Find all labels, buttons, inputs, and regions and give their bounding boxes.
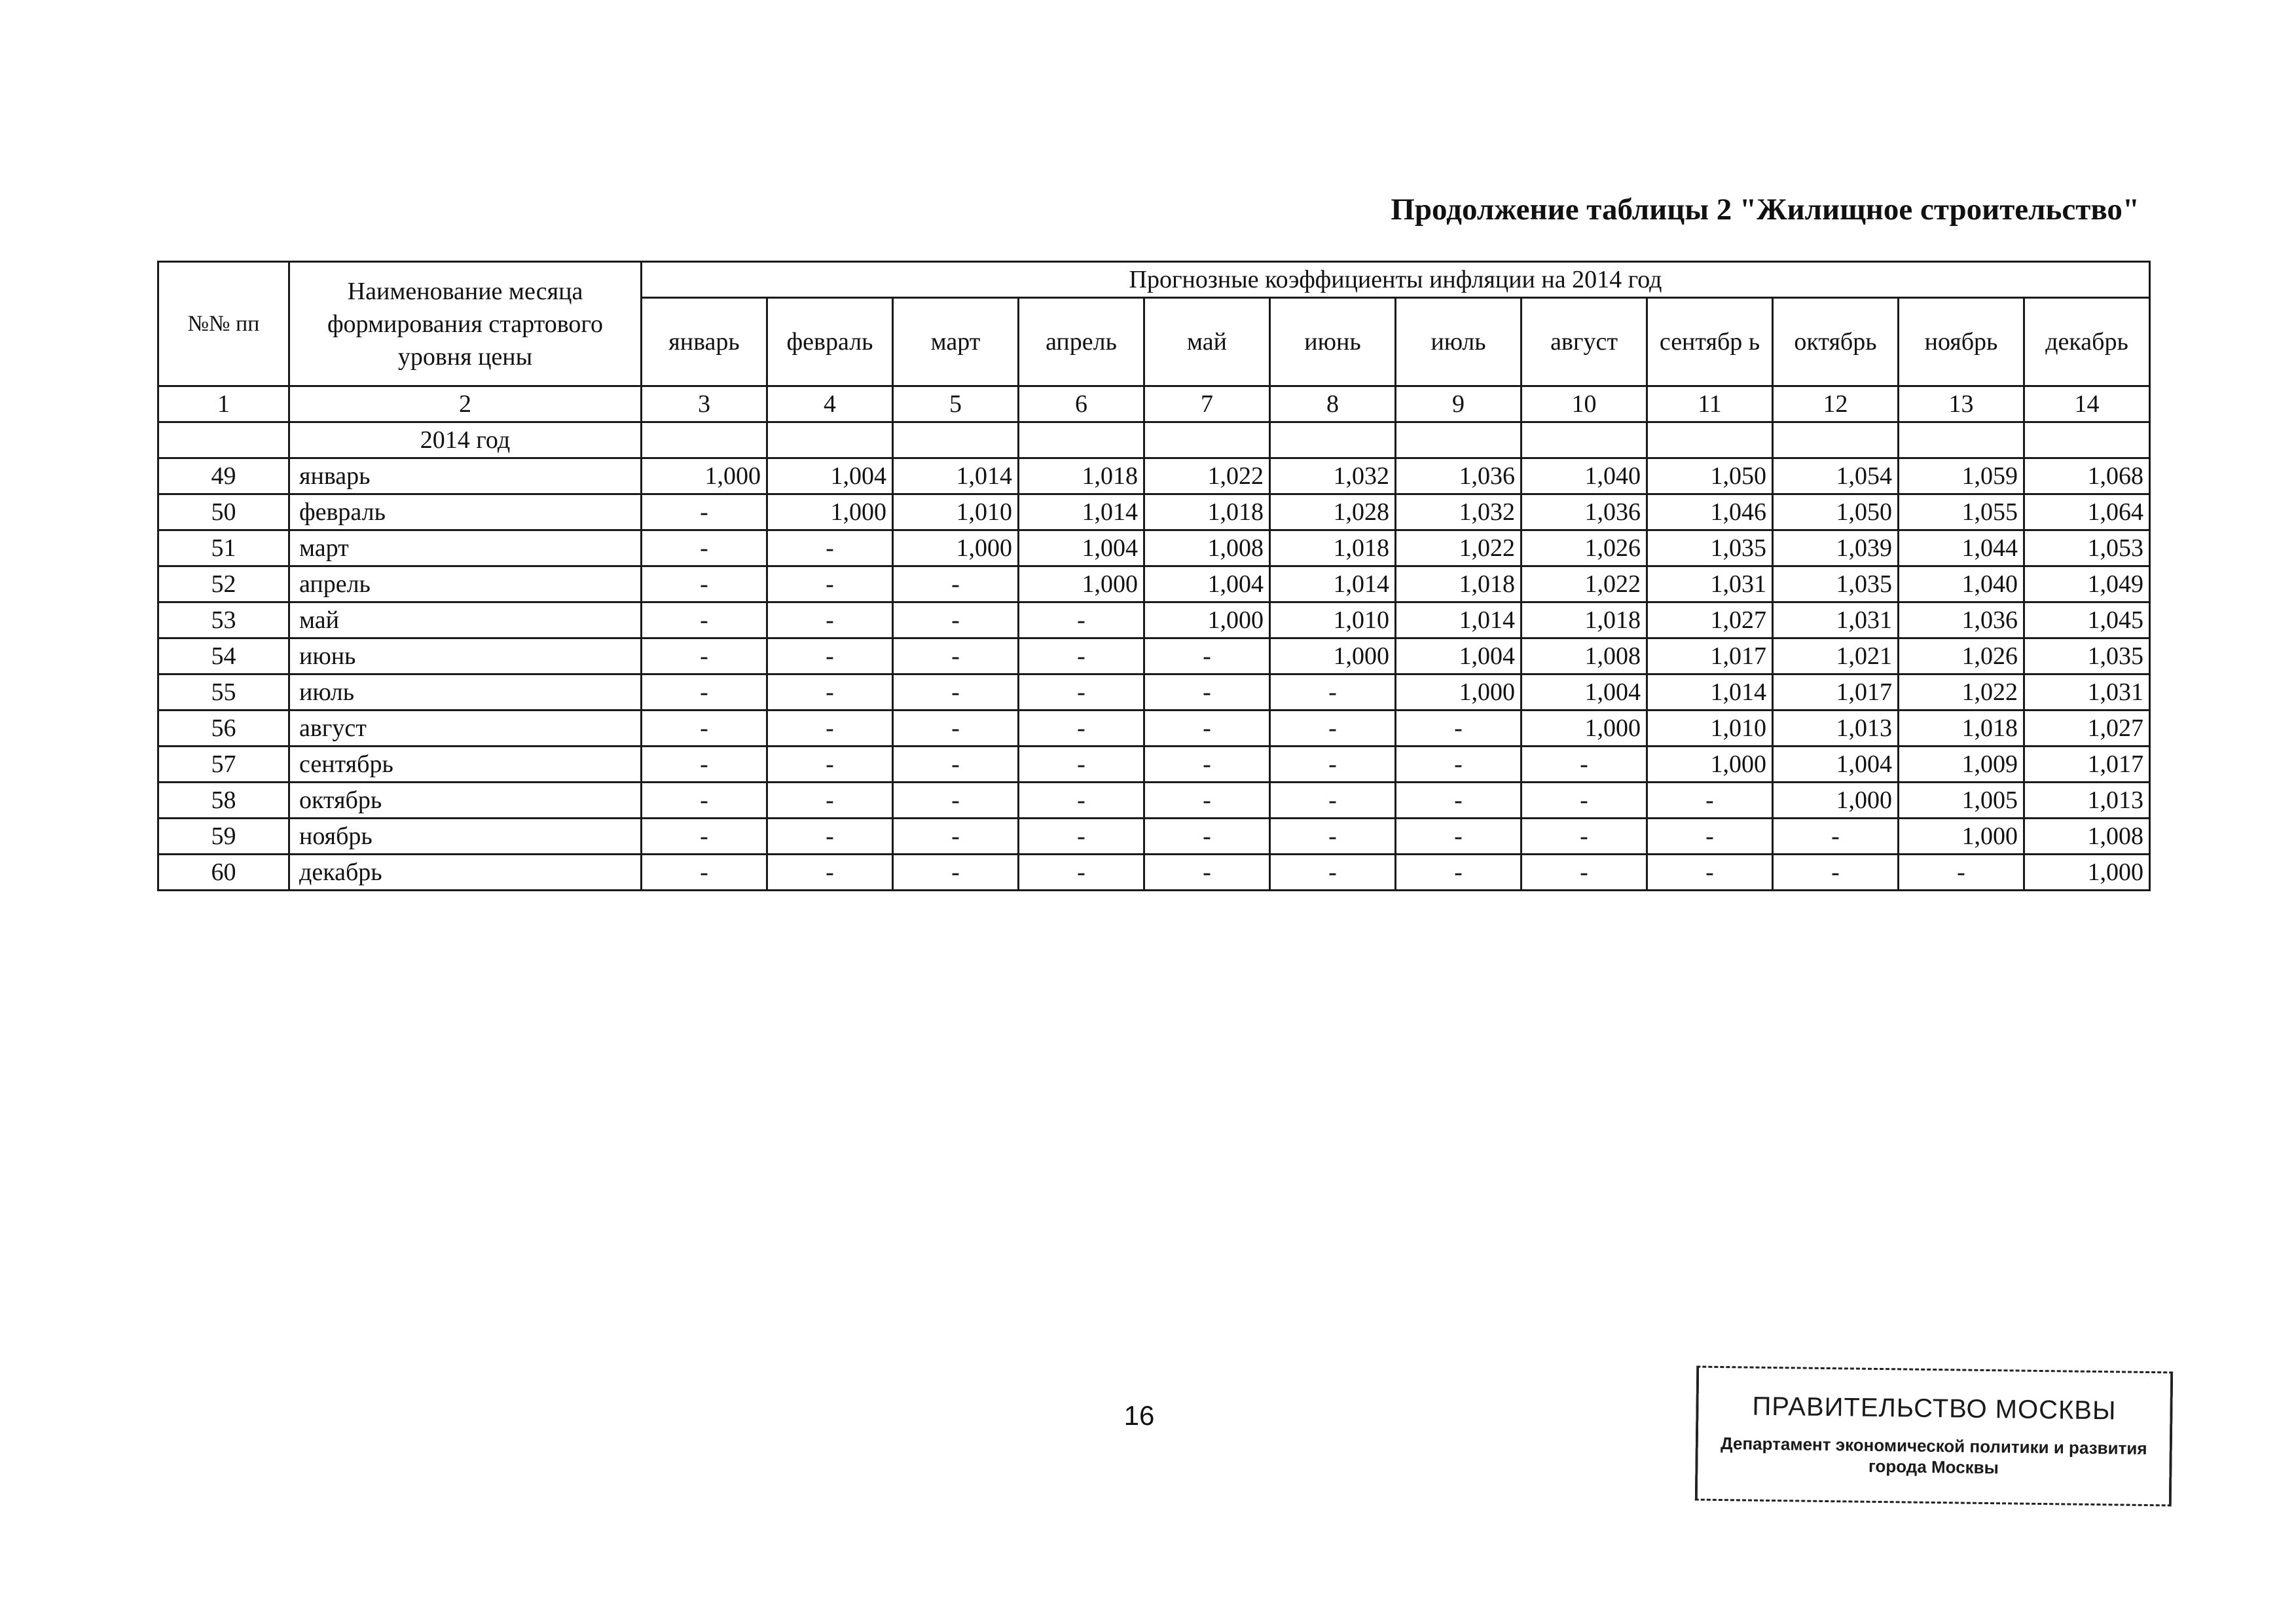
column-number: 13 [1899,386,2024,422]
coefficient-cell: - [893,747,1019,783]
column-number: 2 [289,386,642,422]
coefficient-cell: - [1522,747,1647,783]
row-month-name: сентябрь [289,747,642,783]
coefficient-cell: - [767,530,893,566]
empty-cell [893,422,1019,458]
column-number: 7 [1144,386,1270,422]
coefficient-cell: 1,045 [2024,602,2150,638]
table-row [158,638,2150,674]
coefficient-cell: 1,014 [1396,602,1522,638]
coefficient-cell: - [1019,783,1144,819]
month-header: апрель [1019,298,1144,386]
coefficient-cell: - [1019,819,1144,855]
month-header: июнь [1270,298,1396,386]
row-month-name: июнь [289,638,642,674]
coefficient-cell: 1,064 [2024,494,2150,530]
stamp-line-2: Департамент экономической политики и развития города Москвы [1720,1433,2147,1478]
coefficient-cell: 1,008 [1522,638,1647,674]
coefficient-cell: - [1270,783,1396,819]
coefficient-cell: 1,036 [1396,458,1522,494]
empty-cell [1396,422,1522,458]
column-number: 5 [893,386,1019,422]
forecast-header: Прогнозные коэффициенты инфляции на 2014 год [642,262,2150,298]
month-header: декабрь [2024,298,2150,386]
coefficient-cell: - [642,566,767,602]
coefficient-cell: 1,049 [2024,566,2150,602]
row-index: 58 [158,783,289,819]
coefficient-cell: 1,022 [1144,458,1270,494]
row-month-name: апрель [289,566,642,602]
coefficient-cell: - [767,566,893,602]
coefficient-cell: 1,000 [767,494,893,530]
coefficient-cell: 1,000 [1019,566,1144,602]
coefficient-cell: - [767,819,893,855]
coefficient-cell: - [767,638,893,674]
empty-cell [1019,422,1144,458]
empty-cell [158,422,289,458]
empty-cell [1522,422,1647,458]
coefficient-cell: 1,054 [1773,458,1899,494]
coefficient-cell: - [893,674,1019,710]
coefficient-cell: 1,050 [1647,458,1773,494]
row-index: 49 [158,458,289,494]
coefficient-cell: - [1522,819,1647,855]
coefficient-cell: 1,031 [1647,566,1773,602]
coefficient-cell: 1,008 [1144,530,1270,566]
table-row [158,855,2150,891]
coefficient-cell: - [1270,747,1396,783]
coefficient-cell: 1,044 [1899,530,2024,566]
month-header: январь [642,298,767,386]
empty-cell [642,422,767,458]
row-month-name: март [289,530,642,566]
month-header: июль [1396,298,1522,386]
coefficient-cell: - [1019,674,1144,710]
coefficient-cell: 1,018 [1270,530,1396,566]
coefficient-cell: 1,014 [1270,566,1396,602]
coefficient-cell: - [1647,783,1773,819]
coefficient-cell: 1,000 [1144,602,1270,638]
column-number: 3 [642,386,767,422]
coefficient-cell: - [1019,855,1144,891]
coefficient-cell: 1,009 [1899,747,2024,783]
coefficient-cell: 1,018 [1899,710,2024,747]
coefficient-cell: - [642,710,767,747]
coefficient-cell: - [1144,783,1270,819]
month-header: май [1144,298,1270,386]
coefficient-cell: - [893,819,1019,855]
coefficient-cell: 1,000 [1396,674,1522,710]
empty-cell [767,422,893,458]
coefficient-cell: - [893,783,1019,819]
coefficient-cell: - [1270,819,1396,855]
coefficient-cell: 1,017 [1647,638,1773,674]
empty-cell [1144,422,1270,458]
coefficient-cell: - [767,783,893,819]
inflation-coefficients-table [157,261,2151,891]
coefficient-cell: - [1899,855,2024,891]
coefficient-cell: - [642,855,767,891]
coefficient-cell: - [1144,747,1270,783]
coefficient-cell: - [1522,855,1647,891]
coefficient-cell: - [1522,783,1647,819]
coefficient-cell: 1,018 [1396,566,1522,602]
government-stamp [1695,1366,2173,1507]
year-label: 2014 год [289,422,642,458]
coefficient-cell: 1,040 [1899,566,2024,602]
coefficient-cell: - [1270,674,1396,710]
coefficient-cell: - [893,566,1019,602]
coefficient-cell: 1,018 [1019,458,1144,494]
row-index: 52 [158,566,289,602]
month-header: август [1522,298,1647,386]
coefficient-cell: - [1144,819,1270,855]
coefficient-cell: - [642,747,767,783]
col-header-name: Наименование месяца формирования стартового уровня цены [289,262,642,386]
coefficient-cell: - [642,783,767,819]
coefficient-cell: 1,050 [1773,494,1899,530]
coefficient-cell: - [1144,638,1270,674]
coefficient-cell: 1,046 [1647,494,1773,530]
coefficient-cell: - [1773,855,1899,891]
coefficient-cell: 1,000 [1270,638,1396,674]
coefficient-cell: 1,026 [1522,530,1647,566]
row-index: 56 [158,710,289,747]
table-row [158,530,2150,566]
col-header-index: №№ пп [158,262,289,386]
coefficient-cell: 1,000 [893,530,1019,566]
table-row [158,783,2150,819]
table-row [158,819,2150,855]
row-month-name: июль [289,674,642,710]
coefficient-cell: - [1396,783,1522,819]
coefficient-cell: 1,032 [1396,494,1522,530]
coefficient-cell: - [893,602,1019,638]
coefficient-cell: - [767,602,893,638]
table-row [158,566,2150,602]
coefficient-cell: 1,000 [1773,783,1899,819]
coefficient-cell: - [1144,855,1270,891]
row-index: 55 [158,674,289,710]
coefficient-cell: - [1773,819,1899,855]
row-index: 60 [158,855,289,891]
coefficient-cell: - [642,494,767,530]
coefficient-cell: - [1396,819,1522,855]
coefficient-cell: 1,004 [767,458,893,494]
coefficient-cell: - [1647,855,1773,891]
empty-cell [1647,422,1773,458]
coefficient-cell: 1,026 [1899,638,2024,674]
coefficient-cell: 1,021 [1773,638,1899,674]
coefficient-cell: 1,035 [1647,530,1773,566]
column-number: 4 [767,386,893,422]
coefficient-cell: 1,027 [1647,602,1773,638]
coefficient-cell: - [1396,855,1522,891]
coefficient-cell: 1,000 [1522,710,1647,747]
coefficient-cell: - [642,819,767,855]
column-number: 11 [1647,386,1773,422]
coefficient-cell: - [1019,602,1144,638]
month-header: ноябрь [1899,298,2024,386]
table-row [158,674,2150,710]
row-month-name: декабрь [289,855,642,891]
coefficient-cell: - [1144,710,1270,747]
column-number: 14 [2024,386,2150,422]
coefficient-cell: 1,035 [1773,566,1899,602]
coefficient-cell: - [1270,710,1396,747]
coefficient-cell: 1,035 [2024,638,2150,674]
row-month-name: октябрь [289,783,642,819]
coefficient-cell: 1,004 [1773,747,1899,783]
column-number: 12 [1773,386,1899,422]
row-month-name: февраль [289,494,642,530]
coefficient-cell: - [1144,674,1270,710]
coefficient-cell: 1,027 [2024,710,2150,747]
coefficient-cell: 1,014 [1019,494,1144,530]
coefficient-cell: - [767,855,893,891]
column-number: 1 [158,386,289,422]
page-number: 16 [1123,1400,1155,1431]
coefficient-cell: - [893,638,1019,674]
row-index: 57 [158,747,289,783]
empty-cell [2024,422,2150,458]
coefficient-cell: - [767,674,893,710]
column-number: 10 [1522,386,1647,422]
coefficient-cell: - [1647,819,1773,855]
coefficient-cell: 1,031 [1773,602,1899,638]
coefficient-cell: 1,022 [1522,566,1647,602]
column-number: 8 [1270,386,1396,422]
coefficient-cell: 1,059 [1899,458,2024,494]
month-header: март [893,298,1019,386]
empty-cell [1270,422,1396,458]
coefficient-cell: - [1396,710,1522,747]
row-index: 53 [158,602,289,638]
row-index: 59 [158,819,289,855]
coefficient-cell: 1,053 [2024,530,2150,566]
coefficient-cell: - [1270,855,1396,891]
coefficient-cell: 1,004 [1522,674,1647,710]
table-row [158,602,2150,638]
row-index: 54 [158,638,289,674]
coefficient-cell: 1,028 [1270,494,1396,530]
coefficient-cell: 1,031 [2024,674,2150,710]
coefficient-cell: 1,014 [1647,674,1773,710]
stamp-line-1: ПРАВИТЕЛЬСТВО МОСКВЫ [1752,1392,2117,1426]
table-title: Продолжение таблицы 2 "Жилищное строительство" [1391,193,2140,227]
coefficient-cell: 1,013 [2024,783,2150,819]
coefficient-cell: 1,004 [1396,638,1522,674]
coefficient-cell: 1,004 [1019,530,1144,566]
coefficient-cell: - [1019,710,1144,747]
coefficient-cell: 1,014 [893,458,1019,494]
coefficient-cell: - [642,674,767,710]
coefficient-cell: 1,004 [1144,566,1270,602]
table-row [158,747,2150,783]
coefficient-cell: - [1396,747,1522,783]
coefficient-cell: - [893,710,1019,747]
coefficient-cell: 1,000 [642,458,767,494]
row-index: 51 [158,530,289,566]
coefficient-cell: 1,000 [1899,819,2024,855]
coefficient-cell: 1,039 [1773,530,1899,566]
table-row [158,458,2150,494]
row-month-name: август [289,710,642,747]
month-header: сентябр ь [1647,298,1773,386]
coefficient-cell: 1,010 [1647,710,1773,747]
coefficient-cell: - [893,855,1019,891]
coefficient-cell: 1,018 [1522,602,1647,638]
coefficient-cell: 1,010 [1270,602,1396,638]
coefficient-cell: 1,022 [1396,530,1522,566]
empty-cell [1773,422,1899,458]
coefficient-cell: 1,008 [2024,819,2150,855]
coefficient-cell: 1,010 [893,494,1019,530]
coefficient-cell: 1,036 [1522,494,1647,530]
row-month-name: ноябрь [289,819,642,855]
coefficient-cell: 1,000 [2024,855,2150,891]
coefficient-cell: - [1019,638,1144,674]
coefficient-cell: 1,013 [1773,710,1899,747]
coefficient-cell: - [642,638,767,674]
coefficient-cell: - [1019,747,1144,783]
coefficient-cell: 1,022 [1899,674,2024,710]
coefficient-cell: 1,017 [1773,674,1899,710]
table-row [158,494,2150,530]
coefficient-cell: - [767,747,893,783]
coefficient-cell: 1,018 [1144,494,1270,530]
column-number: 6 [1019,386,1144,422]
coefficient-cell: 1,017 [2024,747,2150,783]
row-index: 50 [158,494,289,530]
table-row [158,710,2150,747]
coefficient-cell: 1,000 [1647,747,1773,783]
coefficient-cell: 1,032 [1270,458,1396,494]
coefficient-cell: 1,040 [1522,458,1647,494]
coefficient-cell: 1,005 [1899,783,2024,819]
row-month-name: май [289,602,642,638]
column-number: 9 [1396,386,1522,422]
coefficient-cell: 1,068 [2024,458,2150,494]
coefficient-cell: - [642,602,767,638]
coefficient-cell: - [767,710,893,747]
coefficient-cell: 1,036 [1899,602,2024,638]
row-month-name: январь [289,458,642,494]
month-header: февраль [767,298,893,386]
empty-cell [1899,422,2024,458]
month-header: октябрь [1773,298,1899,386]
coefficient-cell: - [642,530,767,566]
coefficient-cell: 1,055 [1899,494,2024,530]
